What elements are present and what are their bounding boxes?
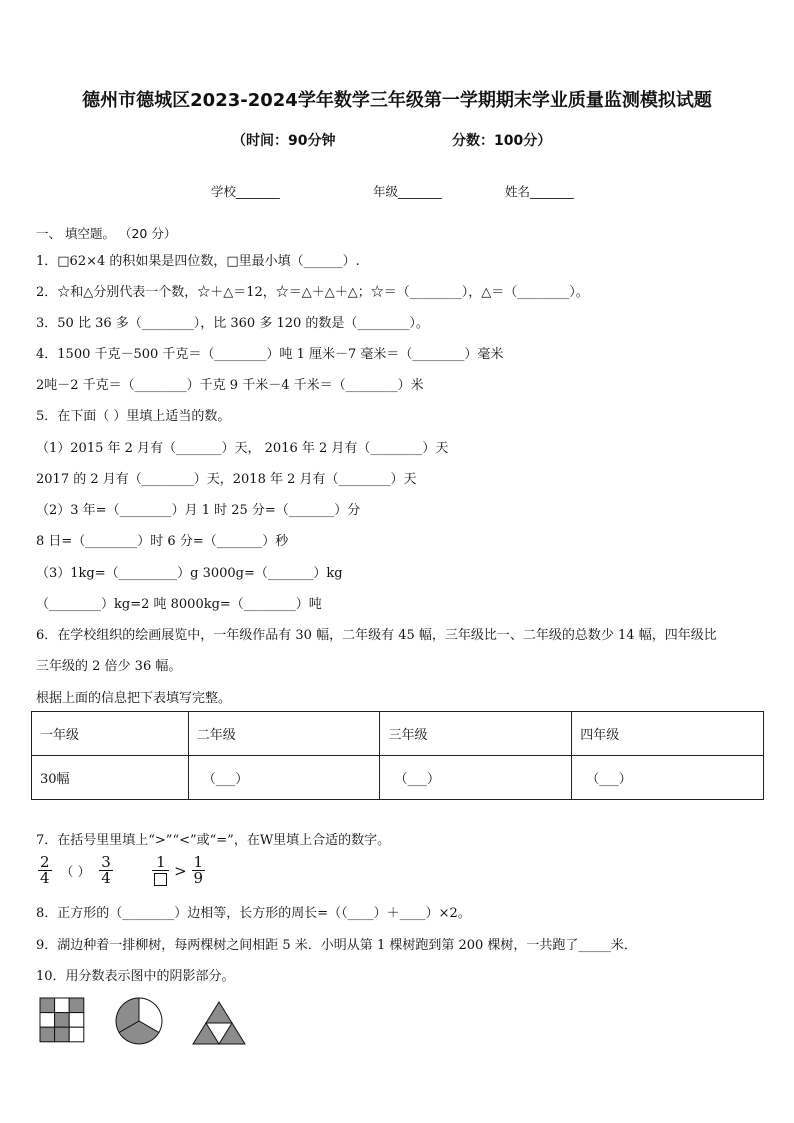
circle-figure: [114, 996, 164, 1046]
compare-blank: （ ）: [60, 865, 91, 880]
question-7-math: [38, 855, 205, 886]
table-header-cell: 二年级: [188, 712, 380, 756]
table-header-cell: 三年级: [380, 712, 572, 756]
table-header-cell: 一年级: [32, 712, 189, 756]
question-6c: 根据上面的信息把下表填写完整。: [36, 691, 232, 706]
question-5-3a: （3）1kg=（_________）g 3000g=（_______）kg: [36, 566, 343, 581]
question-4b: 2吨－2 千克＝（________）千克 9 千米－4 千米＝（________）米: [36, 378, 424, 393]
question-6b: 三年级的 2 倍少 36 幅。: [36, 659, 182, 674]
fraction: 1: [152, 855, 169, 886]
grade-table: [31, 711, 764, 800]
fraction: $\frac{1}{9}$: [193, 853, 204, 887]
table-header-cell: 四年级: [572, 712, 764, 756]
question-1: 1．□62×4 的积如果是四位数，□里最小填（______）.: [36, 254, 360, 269]
table-cell: 30幅: [32, 756, 189, 800]
digit-box: [154, 873, 167, 886]
question-5-2a: （2）3 年=（________）月 1 时 25 分=（_______）分: [36, 503, 361, 518]
question-5-2b: 8 日=（________）时 6 分=（_______）秒: [36, 534, 289, 549]
question-5: 5．在下面（ ）里填上适当的数。: [36, 409, 231, 424]
grid-figure: [39, 997, 85, 1043]
question-5-1b: 2017 的 2 月有（________）天，2018 年 2 月有（________）天: [36, 472, 417, 487]
question-10: 10．用分数表示图中的阴影部分。: [36, 969, 235, 984]
table-row: [32, 756, 764, 800]
table-cell: （___）: [188, 756, 380, 800]
exam-time: （时间：90分钟: [232, 133, 336, 149]
page-title: 德州市德城区2023-2024学年数学三年级第一学期期末学业质量监测模拟试题: [82, 90, 712, 111]
exam-score: 分数：100分）: [452, 133, 552, 149]
greater-sign: >: [174, 861, 187, 880]
fraction: $\frac{2}{4}$: [40, 853, 50, 887]
question-8: 8．正方形的（________）边相等，长方形的周长=（（____）＋____）×2。: [36, 906, 471, 921]
question-2: 2．☆和△分别代表一个数，☆＋△＝12，☆＝△＋△＋△；☆＝（________），△＝（________）。: [36, 285, 589, 300]
table-cell: （___）: [380, 756, 572, 800]
table-cell: （___）: [572, 756, 764, 800]
question-7: 7．在括号里里填上“>”“<”或“=”，在W里填上合适的数字。: [36, 833, 391, 848]
school-field: 学校_______: [211, 184, 280, 199]
fraction: $\frac{3}{4}$: [101, 853, 111, 887]
question-6a: 6．在学校组织的绘画展览中，一年级作品有 30 幅，二年级有 45 幅，三年级比一、二年级的总数少 14 幅，四年级比: [36, 628, 717, 643]
grade-field: 年级_______: [373, 184, 442, 199]
question-5-3b: （________）kg=2 吨 8000kg=（________）吨: [36, 597, 322, 612]
triangle-figure: [192, 1001, 246, 1045]
question-3: 3．50 比 36 多（________），比 360 多 120 的数是（________）。: [36, 316, 429, 331]
question-4a: 4．1500 千克－500 千克＝（________）吨 1 厘米－7 毫米＝（________）毫米: [36, 347, 504, 362]
question-5-1a: （1）2015 年 2 月有（_______）天， 2016 年 2 月有（________）天: [36, 441, 449, 456]
name-field: 姓名_______: [505, 184, 574, 199]
question-9: 9．湖边种着一排柳树，每两棵树之间相距 5 米．小明从第 1 棵树跑到第 200 棵树，一共跑了_____米．: [36, 938, 637, 953]
table-header-row: [32, 712, 764, 756]
section-heading: 一、 填空题。 （20 分）: [36, 226, 177, 241]
